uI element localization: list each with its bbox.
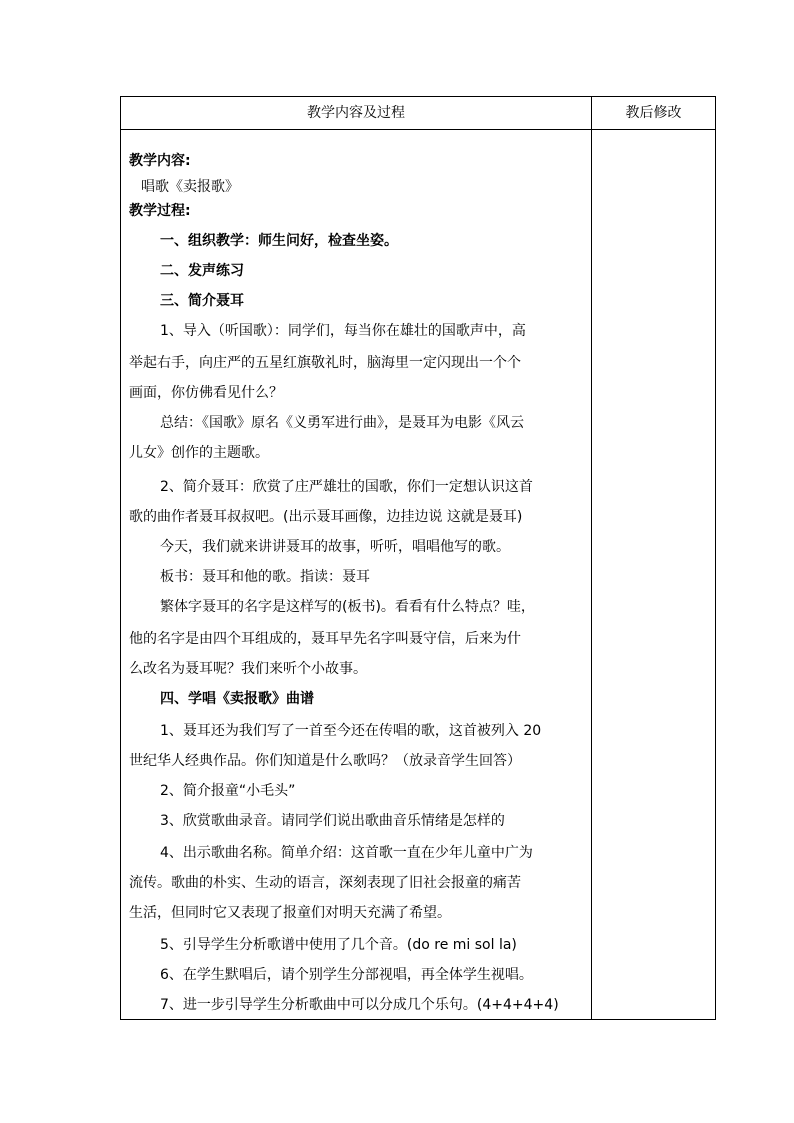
content-line: 2、简介聂耳：欣赏了庄严雄壮的国歌，你们一定想认识这首 [160,479,533,495]
content-line: 一、组织教学：师生问好，检查坐姿。 [160,233,398,249]
content-line: 今天，我们就来讲讲聂耳的故事，听听，唱唱他写的歌。 [160,539,510,555]
content-line: 7、进一步引导学生分析歌曲中可以分成几个乐句。(4+4+4+4) [160,997,559,1013]
content-line: 生活，但同时它又表现了报童们对明天充满了希望。 [129,905,451,921]
content-line: 教学内容: [129,153,191,169]
content-line: 三、简介聂耳 [160,293,244,309]
content-line: 流传。歌曲的朴实、生动的语言，深刻表现了旧社会报童的痛苦 [129,875,521,891]
table-header-row [121,97,715,130]
revision-notes-cell [592,129,715,1019]
content-line: 板书：聂耳和他的歌。指读：聂耳 [160,569,370,585]
content-line: 总结：《国歌》原名《义勇军进行曲》，是聂耳为电影《风云 [160,415,524,431]
content-line: 他的名字是由四个耳组成的，聂耳早先名字叫聂守信，后来为什 [129,631,521,647]
content-line: 四、学唱《卖报歌》曲谱 [160,691,314,707]
content-line: 世纪华人经典作品。你们知道是什么歌吗？（放录音学生回答） [129,753,521,769]
content-line: 繁体字聂耳的名字是这样写的(板书)。看看有什么特点？哇， [160,599,535,615]
content-line: 6、在学生默唱后，请个别学生分部视唱，再全体学生视唱。 [160,967,533,983]
content-line: 儿女》创作的主题歌。 [129,445,269,461]
content-line: 教学过程: [129,203,191,219]
content-line: 么改名为聂耳呢？我们来听个小故事。 [129,661,367,677]
content-line: 3、欣赏歌曲录音。请同学们说出歌曲音乐情绪是怎样的 [160,813,505,829]
content-line: 二、发声练习 [160,263,244,279]
content-line: 画面，你仿佛看见什么？ [129,385,283,401]
content-line: 2、简介报童“小毛头” [160,783,296,799]
content-line: 歌的曲作者聂耳叔叔吧。(出示聂耳画像，边挂边说 这就是聂耳) [129,509,523,525]
lesson-plan-table [120,96,716,1020]
content-line: 唱歌《卖报歌》 [141,179,239,195]
content-line: 举起右手，向庄严的五星红旗敬礼时，脑海里一定闪现出一个个 [129,355,521,371]
content-line: 1、导入（听国歌）：同学们，每当你在雄壮的国歌声中，高 [160,323,526,339]
content-line: 5、引导学生分析歌谱中使用了几个音。(do re mi sol la) [160,937,517,953]
content-line: 4、出示歌曲名称。简单介绍：这首歌一直在少年儿童中广为 [160,845,533,861]
header-post-teaching-revision: 教后修改 [625,105,682,121]
content-line: 1、聂耳还为我们写了一首至今还在传唱的歌，这首被列入 20 [160,723,542,739]
header-content-process: 教学内容及过程 [307,105,405,121]
